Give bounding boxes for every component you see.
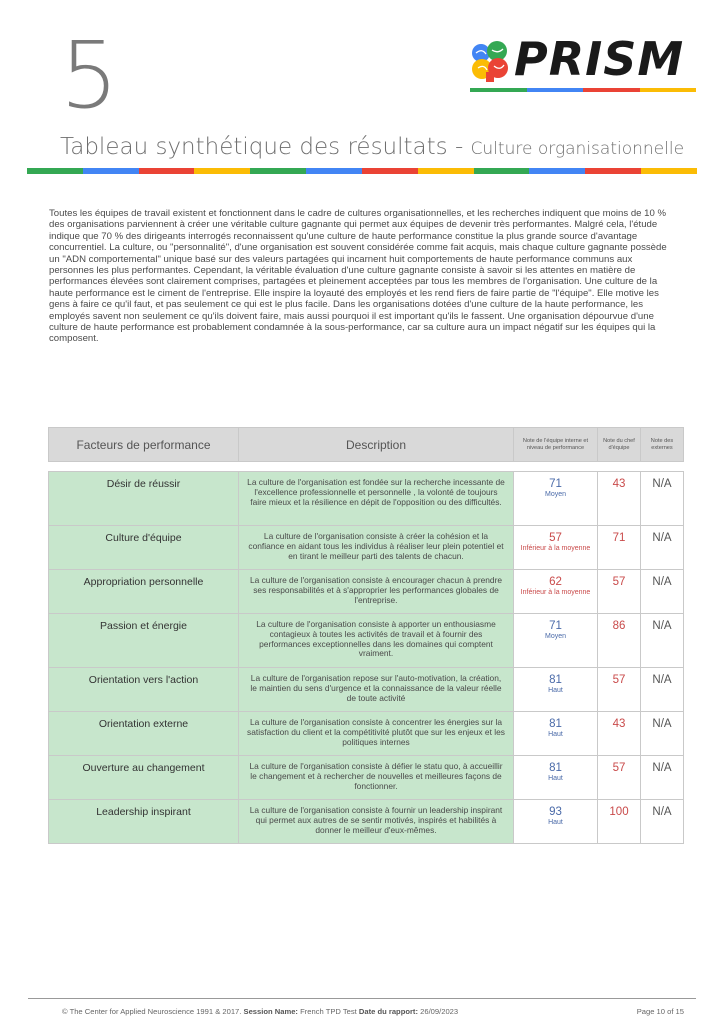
factor-description: La culture de l'organisation consiste à encourager chacun à prendre ses responsabilités et à s'approprier les performances globales de l'entreprise. [239, 570, 514, 614]
team-score-level: Haut [548, 819, 563, 826]
team-score-level: Haut [548, 687, 563, 694]
header-manager-score: Note du chef d'équipe [598, 428, 641, 462]
footer-info [62, 1007, 458, 1016]
factor-description: La culture de l'organisation consiste à créer la cohésion et la confiance en aidant tous les individus à réaliser leur plein potentiel et en tirant le meilleur parti des talents de chacun. [239, 526, 514, 570]
table-row [49, 668, 684, 712]
team-score-level: Moyen [544, 491, 566, 498]
factor-description: La culture de l'organisation consiste à fournir un leadership inspirant qui permet aux autres de se sentir motivés, inspirés et habilités à donner le meilleur d'eux-mêmes. [239, 800, 514, 844]
manager-score: 71 [598, 526, 641, 570]
manager-score: 57 [598, 756, 641, 800]
external-score: N/A [641, 614, 684, 668]
factor-name: Culture d'équipe [49, 526, 239, 570]
team-score-value: 62 [549, 576, 562, 588]
team-score-cell [514, 668, 598, 712]
manager-score: 57 [598, 668, 641, 712]
external-score: N/A [641, 570, 684, 614]
footer-date-value: 26/09/2023 [420, 1007, 459, 1016]
footer-page-number: Page 10 of 15 [636, 1007, 684, 1016]
results-body [49, 462, 684, 844]
prism-logo [470, 32, 700, 92]
factor-description: La culture de l'organisation est fondée sur la recherche incessante de l'excellence professionnelle et personnelle , la volonté de toujours faire mieux et la résilience en dépit de l'opposition ou des difficultés. [239, 472, 514, 526]
factor-name: Orientation vers l'action [49, 668, 239, 712]
intro-paragraph: Toutes les équipes de travail existent et fonctionnent dans le cadre de cultures organisationnelles, et les recherches indiquent que moins de 10 % des organisations parviennent à créer une véritable culture gagnante qui permet aux équipes de devenir très performantes. Malgré cela, l'étude indique que 70 % des dirigeants interrogés reconnaissent qu'une culture de haute performance constitue la plus grande source d'avantage concurrentiel. La culture, ou "personnalité", d'une organisation est souvent considérée comme fait acquis, mais chaque culture gagnante possède un "ADN comportemental" unique basé sur des valeurs partagées qui incarnent huit comportements de haute performance communs aux personnes les plus performantes. Cependant, la véritable évaluation d'une culture gagnante consiste à savoir si les attentes en matière de performances élevées sont clairement comprises, partagées et pleinement acceptées par tous les membres de l'organisation. Une culture de la haute performance est le ciment de l'entreprise. Elle inspire la loyauté des employés et les rend fiers de faire partie de "l'équipe". Elle motive les gens à faire ce qu'il faut, et pas seulement ce qui est le plus facile. Dans les organisations dotées d'une culture de la haute performance, les employés savent non seulement ce qu'ils doivent faire, mais aussi pourquoi il est important qu'ils le fassent. Une organisation dépourvue d'une culture de haute performance est probablement condamnée à la sous-performance, car sa culture aura un impact négatif sur les équipes qui la composent. [49, 208, 667, 345]
factor-description: La culture de l'organisation consiste à apporter un enthousiasme contagieux à toutes les activités de travail et à fournir des performances exceptionnelles dans les domaines qui comptent vraiment. [239, 614, 514, 668]
header-team-score: Note de l'équipe interne et niveau de performance [514, 428, 598, 462]
results-table [48, 427, 684, 844]
manager-score: 100 [598, 800, 641, 844]
header-description: Description [239, 428, 514, 462]
table-header-row [49, 428, 684, 462]
table-row [49, 756, 684, 800]
table-row [49, 570, 684, 614]
team-score-value: 81 [549, 718, 562, 730]
team-score-cell [514, 614, 598, 668]
external-score: N/A [641, 800, 684, 844]
factor-description: La culture de l'organisation repose sur l'auto-motivation, la création, le maintien du sens d'urgence et la connaissance de la valeur réelle de toute activité [239, 668, 514, 712]
title-color-stripe [27, 168, 697, 174]
team-score-cell [514, 472, 598, 526]
external-score: N/A [641, 526, 684, 570]
team-score-level: Inférieur à la moyenne [520, 589, 591, 596]
footer-session-value: French TPD Test [300, 1007, 357, 1016]
external-score: N/A [641, 668, 684, 712]
footer-divider [28, 998, 696, 999]
team-score-cell [514, 570, 598, 614]
table-row [49, 526, 684, 570]
team-score-value: 71 [549, 478, 562, 490]
team-score-level: Inférieur à la moyenne [520, 545, 591, 552]
factor-name: Appropriation personnelle [49, 570, 239, 614]
factor-name: Orientation externe [49, 712, 239, 756]
table-row [49, 614, 684, 668]
team-score-cell [514, 800, 598, 844]
table-row [49, 712, 684, 756]
team-score-level: Moyen [544, 633, 566, 640]
header-factor: Facteurs de performance [49, 428, 239, 462]
team-score-level: Haut [548, 775, 563, 782]
header-spacer [49, 462, 684, 472]
team-score-cell [514, 756, 598, 800]
manager-score: 43 [598, 472, 641, 526]
logo-wordmark: PRISM [514, 32, 685, 86]
team-score-value: 57 [549, 532, 562, 544]
team-score-level: Haut [548, 731, 563, 738]
manager-score: 43 [598, 712, 641, 756]
team-score-cell [514, 526, 598, 570]
table-row [49, 800, 684, 844]
team-score-value: 81 [549, 674, 562, 686]
header-external-score: Note des externes [641, 428, 684, 462]
factor-description: La culture de l'organisation consiste à concentrer les énergies sur la satisfaction du client et la compétitivité plutôt que sur les enjeux et les politiques internes [239, 712, 514, 756]
table-row [49, 472, 684, 526]
page-title [60, 134, 684, 160]
external-score: N/A [641, 712, 684, 756]
factor-name: Désir de réussir [49, 472, 239, 526]
team-score-cell [514, 712, 598, 756]
chapter-number: 5 [60, 22, 119, 129]
factor-name: Leadership inspirant [49, 800, 239, 844]
manager-score: 57 [598, 570, 641, 614]
footer-date-label: Date du rapport: [358, 1007, 418, 1016]
page-title-sub: Culture organisationnelle [470, 139, 685, 159]
footer-copyright: © The Center for Applied Neuroscience 1991 & 2017. [62, 1007, 242, 1016]
footer-session-label: Session Name: [243, 1007, 298, 1016]
team-score-value: 81 [549, 762, 562, 774]
factor-description: La culture de l'organisation consiste à défier le statu quo, à accueillir le changement et à rechercher de nouvelles et meilleures façons de fonctionner. [239, 756, 514, 800]
factor-name: Passion et énergie [49, 614, 239, 668]
external-score: N/A [641, 756, 684, 800]
page-title-main: Tableau synthétique des résultats - [60, 134, 471, 160]
team-score-value: 71 [549, 620, 562, 632]
external-score: N/A [641, 472, 684, 526]
team-score-value: 93 [549, 806, 562, 818]
manager-score: 86 [598, 614, 641, 668]
logo-color-stripe [470, 88, 696, 92]
factor-name: Ouverture au changement [49, 756, 239, 800]
brain-logo-icon [470, 40, 510, 82]
